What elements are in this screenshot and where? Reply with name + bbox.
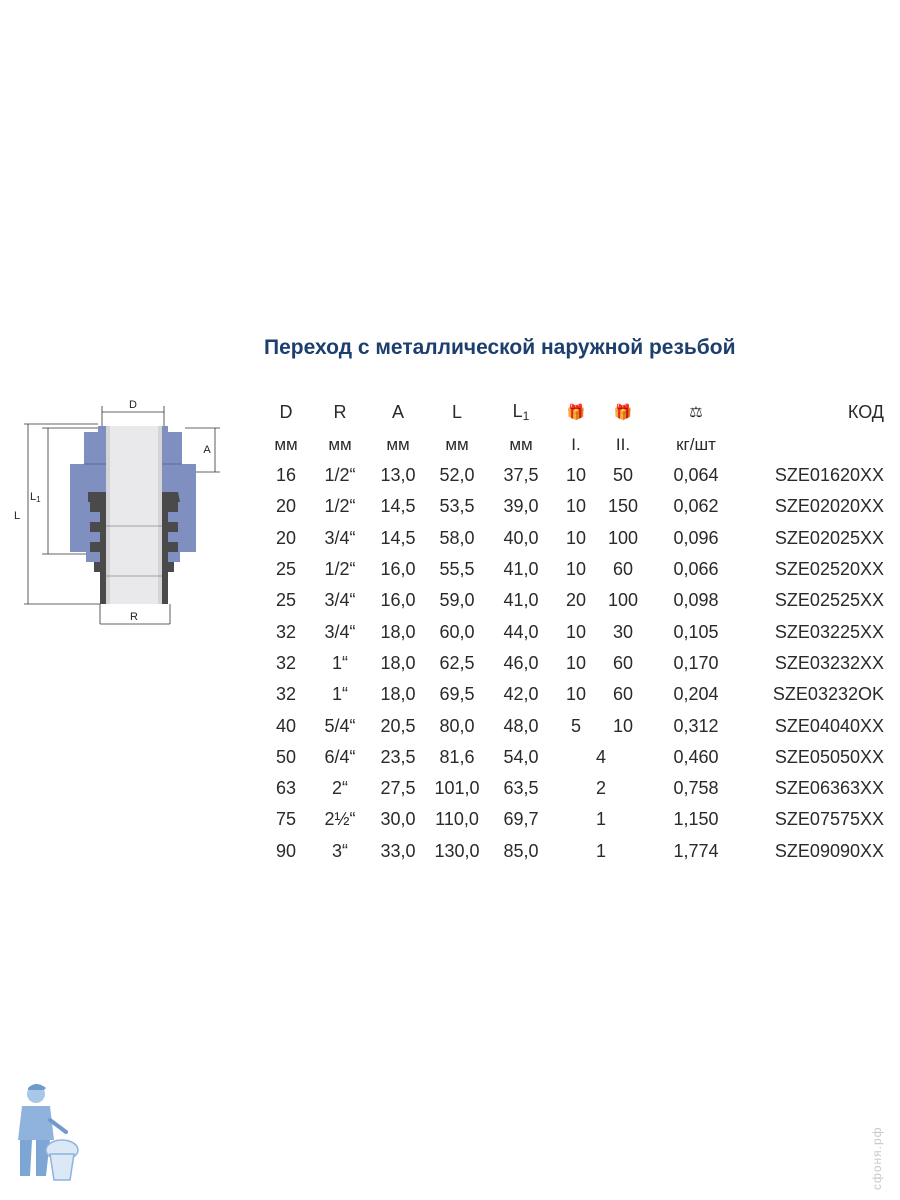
cell-d: 25 <box>275 559 297 580</box>
cell-r: 1/2“ <box>324 496 356 517</box>
cell-l1: 85,0 <box>503 840 539 861</box>
cell-weight: 0,066 <box>673 559 719 580</box>
table-row <box>262 710 884 741</box>
cell-pack-2: 30 <box>612 621 634 642</box>
cell-code: SZE02025XX <box>774 527 884 548</box>
table-row <box>262 648 884 679</box>
col-l1-header: $L_1$ <box>512 401 530 423</box>
cell-a: 16,0 <box>380 559 416 580</box>
plumber-mascot-icon <box>6 1080 86 1190</box>
cell-l: 101,0 <box>434 778 480 799</box>
cell-code: SZE05050XX <box>774 746 884 767</box>
unit-cell: мм <box>386 435 410 454</box>
cell-a: 27,5 <box>380 778 416 799</box>
table-units-row <box>262 430 884 460</box>
cell-pack-1: 1 <box>595 840 606 861</box>
cell-l: 55,5 <box>439 559 475 580</box>
cell-pack-1: 1 <box>595 809 606 830</box>
table-row <box>262 836 884 867</box>
cell-pack-2: 100 <box>607 527 639 548</box>
cell-weight: 0,312 <box>673 715 719 736</box>
table-row <box>262 554 884 585</box>
cell-d: 20 <box>275 496 297 517</box>
cell-a: 14,5 <box>380 527 416 548</box>
table-row <box>262 460 884 491</box>
cell-code: SZE09090XX <box>774 840 884 861</box>
fitting-drawing <box>10 392 230 632</box>
package-icon: 🎁 <box>566 404 586 421</box>
cell-l: 80,0 <box>439 715 475 736</box>
cell-pack-1: 10 <box>565 559 587 580</box>
cell-l1: 40,0 <box>503 527 539 548</box>
cell-pack-1: 4 <box>595 746 606 767</box>
cell-weight: 0,170 <box>673 652 719 673</box>
cell-a: 33,0 <box>380 840 416 861</box>
cell-d: 16 <box>275 465 297 486</box>
cell-l1: 69,7 <box>503 809 539 830</box>
cell-pack-2: 60 <box>612 559 634 580</box>
unit-cell: мм <box>274 435 298 454</box>
cell-code: SZE01620XX <box>774 465 884 486</box>
cell-l: 52,0 <box>439 465 475 486</box>
cell-r: 1“ <box>331 652 348 673</box>
cell-l1: 54,0 <box>503 746 539 767</box>
cell-pack-2: 60 <box>612 652 634 673</box>
cell-r: 3/4“ <box>324 527 356 548</box>
cell-weight: 0,460 <box>673 746 719 767</box>
cell-code: SZE02020XX <box>774 496 884 517</box>
cell-weight: 0,105 <box>673 621 719 642</box>
table-row <box>262 742 884 773</box>
table-row <box>262 523 884 554</box>
cell-r: 5/4“ <box>324 715 356 736</box>
cell-l: 81,6 <box>439 746 475 767</box>
cell-l: 60,0 <box>439 621 475 642</box>
table-row <box>262 585 884 616</box>
cell-weight: 0,096 <box>673 527 719 548</box>
col-r-header: R <box>333 401 347 422</box>
unit-cell: мм <box>328 435 352 454</box>
page-title: Переход с металлической наружной резьбой <box>264 336 736 359</box>
cell-pack-2: 150 <box>607 496 639 517</box>
cell-l1: 46,0 <box>503 652 539 673</box>
cell-code: SZE02520XX <box>774 559 884 580</box>
unit-cell: I. <box>571 435 581 454</box>
cell-d: 20 <box>275 527 297 548</box>
unit-cell: II. <box>615 435 631 454</box>
dim-l1-sub: 1 <box>36 495 41 504</box>
cell-r: 3/4“ <box>324 590 356 611</box>
cell-d: 25 <box>275 590 297 611</box>
cell-l: 58,0 <box>439 527 475 548</box>
spec-table <box>262 394 884 867</box>
cell-l1: 63,5 <box>503 778 539 799</box>
dim-d-label: D <box>129 399 137 411</box>
cell-r: 1/2“ <box>324 559 356 580</box>
table-header-row <box>262 394 884 430</box>
cell-pack-2: 100 <box>607 590 639 611</box>
cell-pack-1: 20 <box>565 590 587 611</box>
cell-d: 32 <box>275 652 297 673</box>
cell-r: 1“ <box>331 684 348 705</box>
cell-l1: 48,0 <box>503 715 539 736</box>
cell-pack-2: 50 <box>612 465 634 486</box>
cell-a: 23,5 <box>380 746 416 767</box>
cell-pack-1: 10 <box>565 652 587 673</box>
cell-pack-1: 10 <box>565 621 587 642</box>
cell-weight: 0,098 <box>673 590 719 611</box>
table-row <box>262 616 884 647</box>
cell-r: 3/4“ <box>324 621 356 642</box>
cell-d: 90 <box>275 840 297 861</box>
cell-a: 13,0 <box>380 465 416 486</box>
cell-d: 32 <box>275 621 297 642</box>
cell-l1: 42,0 <box>503 684 539 705</box>
table-row <box>262 491 884 522</box>
svg-text:L1 <box>30 491 41 504</box>
cell-pack-1: 10 <box>565 465 587 486</box>
unit-cell <box>744 430 884 460</box>
cell-code: SZE02525XX <box>774 590 884 611</box>
cell-l1: 41,0 <box>503 590 539 611</box>
dim-a-label: A <box>203 444 211 456</box>
unit-cell: кг/шт <box>676 435 716 454</box>
cell-pack-1: 10 <box>565 527 587 548</box>
cell-a: 14,5 <box>380 496 416 517</box>
cell-weight: 1,150 <box>673 809 719 830</box>
cell-weight: 0,064 <box>673 465 719 486</box>
cell-code: SZE04040XX <box>774 715 884 736</box>
table-row <box>262 679 884 710</box>
cell-l: 130,0 <box>434 840 480 861</box>
cell-l: 62,5 <box>439 652 475 673</box>
col-a-header: A <box>391 401 404 422</box>
table-row <box>262 804 884 835</box>
table-row <box>262 773 884 804</box>
cell-d: 32 <box>275 684 297 705</box>
cell-l: 110,0 <box>435 809 479 830</box>
cell-l: 53,5 <box>439 496 475 517</box>
cell-weight: 0,758 <box>673 778 719 799</box>
cell-pack-1: 5 <box>570 715 581 736</box>
unit-cell: мм <box>445 435 469 454</box>
cell-r: 2“ <box>331 778 348 799</box>
cell-weight: 1,774 <box>673 840 719 861</box>
cell-l1: 37,5 <box>503 465 539 486</box>
col-code-header: КОД <box>847 401 884 422</box>
cell-d: 63 <box>275 778 297 799</box>
cell-a: 30,0 <box>380 809 416 830</box>
cell-r: 1/2“ <box>324 465 356 486</box>
cell-code: SZE06363XX <box>774 778 884 799</box>
cell-pack-2: 60 <box>612 684 634 705</box>
cell-r: 2½“ <box>324 809 356 830</box>
cell-code: SZE07575XX <box>774 809 884 830</box>
cell-pack-2: 10 <box>612 715 634 736</box>
cell-l: 69,5 <box>439 684 475 705</box>
cell-l1: 44,0 <box>503 621 539 642</box>
cell-l1: 41,0 <box>503 559 539 580</box>
cell-weight: 0,062 <box>673 496 719 517</box>
col-l-header: L <box>451 401 462 422</box>
cell-l: 59,0 <box>439 590 475 611</box>
cell-a: 20,5 <box>380 715 416 736</box>
cell-code: SZE03232OK <box>772 684 884 705</box>
cell-d: 50 <box>275 746 297 767</box>
cell-a: 18,0 <box>380 621 416 642</box>
unit-cell: мм <box>509 435 533 454</box>
dim-r-label: R <box>130 611 138 623</box>
col-d-header: D <box>279 401 293 422</box>
cell-pack-1: 10 <box>565 496 587 517</box>
scale-icon: ⚖ <box>689 404 703 421</box>
cell-r: 6/4“ <box>324 746 356 767</box>
cell-a: 18,0 <box>380 652 416 673</box>
cell-d: 75 <box>275 809 297 830</box>
cell-d: 40 <box>275 715 297 736</box>
watermark: сфоня.рф <box>870 1126 884 1190</box>
cell-a: 18,0 <box>380 684 416 705</box>
dim-l-label: L <box>14 510 21 522</box>
cell-pack-1: 10 <box>565 684 587 705</box>
cell-pack-1: 2 <box>595 778 606 799</box>
dim-l1-label: L <box>30 491 37 503</box>
cell-r: 3“ <box>331 840 348 861</box>
cell-weight: 0,204 <box>673 684 719 705</box>
package-icon: 🎁 <box>613 404 633 421</box>
cell-a: 16,0 <box>380 590 416 611</box>
cell-l1: 39,0 <box>503 496 539 517</box>
cell-code: SZE03225XX <box>774 621 884 642</box>
cell-code: SZE03232XX <box>774 652 884 673</box>
